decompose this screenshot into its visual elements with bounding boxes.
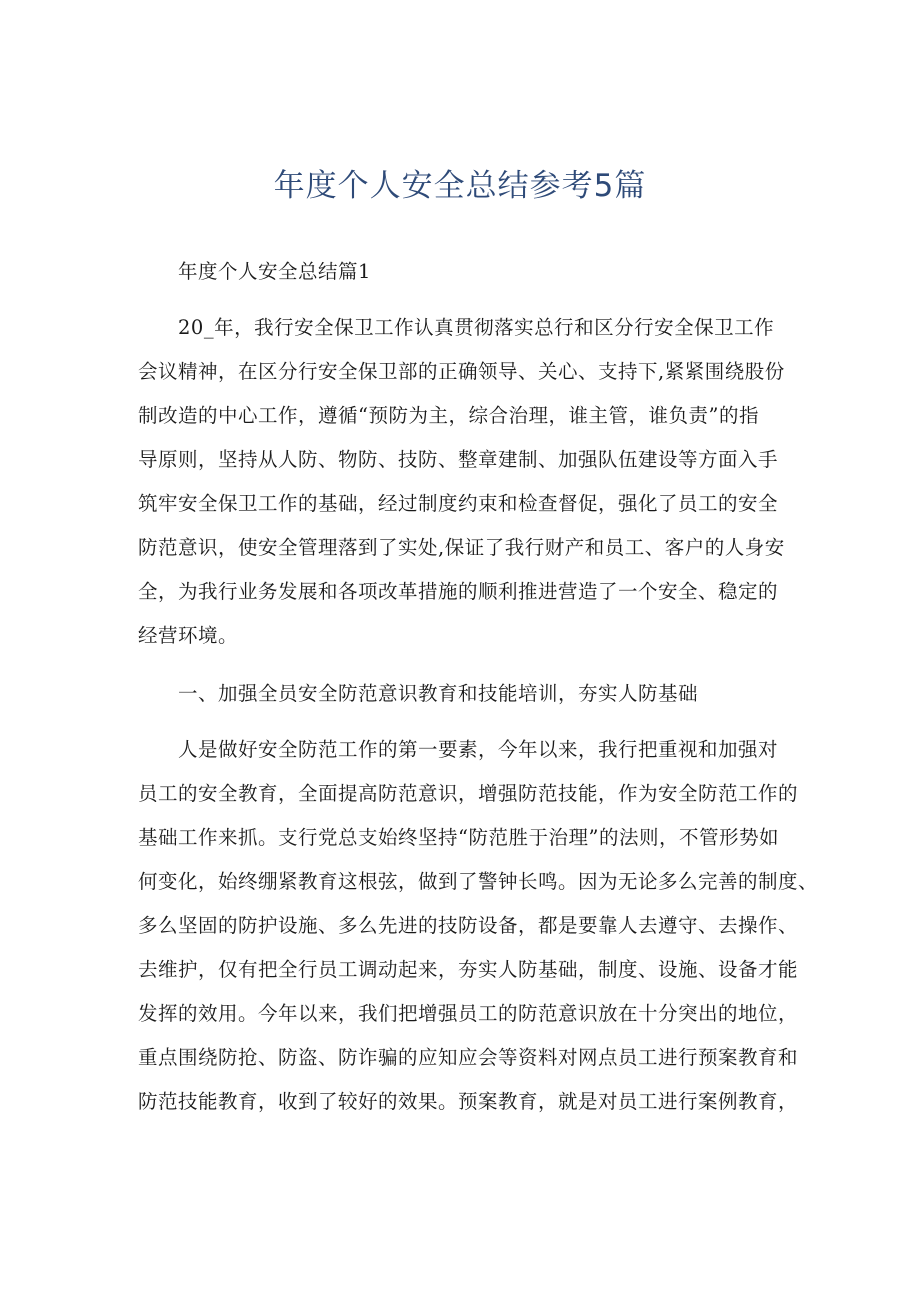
paragraph-line: 防范意识，使安全管理落到了实处,保证了我行财产和员工、客户的人身安 xyxy=(138,536,785,559)
paragraph-line: 发挥的效用。今年以来，我们把增强员工的防范意识放在十分突出的地位， xyxy=(138,1002,799,1025)
paragraph-line: 筑牢安全保卫工作的基础，经过制度约束和检查督促，强化了员工的安全 xyxy=(138,492,779,515)
paragraph-line: 基础工作来抓。支行党总支始终坚持“防范胜于治理”的法则，不管形势如 xyxy=(138,826,779,849)
paragraph-line: 制改造的中心工作，遵循“预防为主，综合治理，谁主管，谁负责”的指 xyxy=(138,404,759,427)
paragraph-line: 经营环境。 xyxy=(138,624,239,647)
subsection-heading: 一、加强全员安全防范意识教育和技能培训，夯实人防基础 xyxy=(178,682,699,705)
paragraph-line: 员工的安全教育，全面提高防范意识，增强防范技能，作为安全防范工作的 xyxy=(138,782,799,805)
paragraph-line: 重点围绕防抢、防盗、防诈骗的应知应会等资料对网点员工进行预案教育和 xyxy=(138,1046,799,1069)
paragraph-line: 人是做好安全防范工作的第一要素，今年以来，我行把重视和加强对 xyxy=(178,738,779,761)
paragraph-line: 何变化，始终绷紧教育这根弦，做到了警钟长鸣。因为无论多么完善的制度、 xyxy=(138,870,819,893)
paragraph-line: 20_年，我行安全保卫工作认真贯彻落实总行和区分行安全保卫工作 xyxy=(178,316,775,339)
paragraph-line: 全，为我行业务发展和各项改革措施的顺利推进营造了一个安全、稳定的 xyxy=(138,580,779,603)
document-title: 年度个人安全总结参考5篇 xyxy=(273,168,647,204)
section-heading: 年度个人安全总结篇1 xyxy=(178,260,371,283)
paragraph-line: 防范技能教育，收到了较好的效果。预案教育，就是对员工进行案例教育， xyxy=(138,1090,799,1113)
paragraph-line: 会议精神，在区分行安全保卫部的正确领导、关心、支持下,紧紧围绕股份 xyxy=(138,360,785,383)
paragraph-line: 多么坚固的防护设施、多么先进的技防设备，都是要靠人去遵守、去操作、 xyxy=(138,914,799,937)
paragraph-line: 去维护，仅有把全行员工调动起来，夯实人防基础，制度、设施、设备才能 xyxy=(138,958,799,981)
paragraph-line: 导原则，坚持从人防、物防、技防、整章建制、加强队伍建设等方面入手 xyxy=(138,448,779,471)
